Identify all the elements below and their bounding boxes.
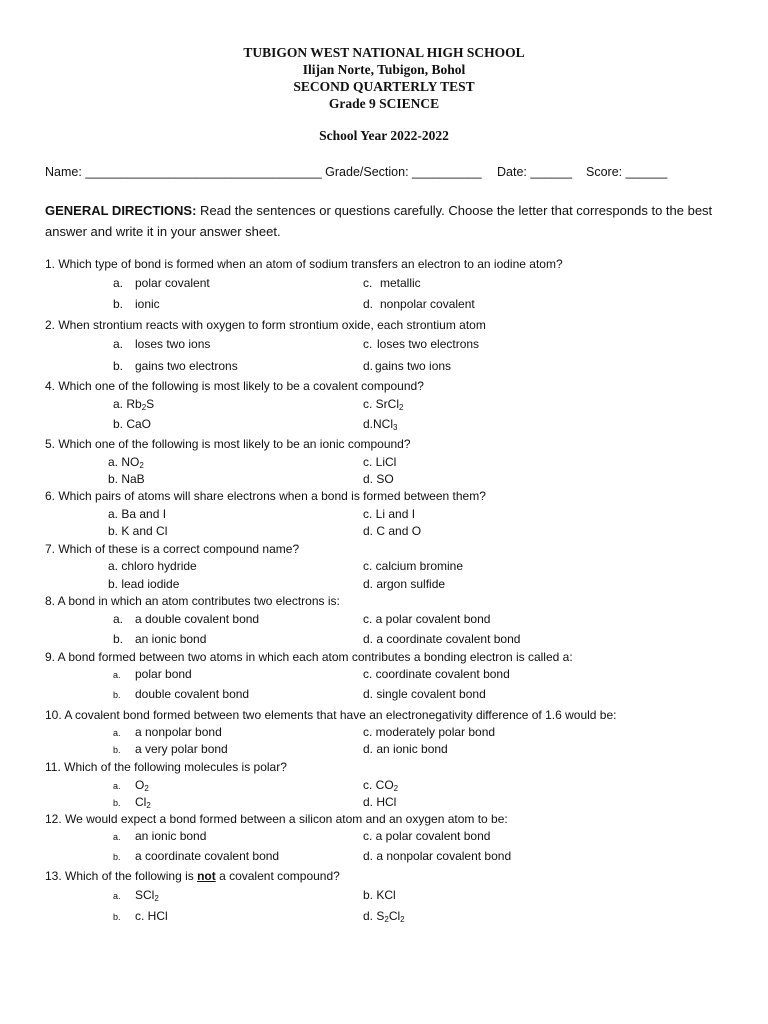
option-b[interactable]: b. KCl: [363, 888, 396, 902]
option-c[interactable]: c. metallic: [363, 276, 421, 290]
question-5: 5. Which one of the following is most likely to be an ionic compound?: [45, 437, 411, 451]
option-b[interactable]: b. an ionic bond: [113, 632, 207, 646]
grade-subject: Grade 9 SCIENCE: [328, 96, 440, 111]
directions-text: Read the sentences or questions carefully. Choose the letter that corresponds to the best answer and write it in your answer sheet.: [45, 203, 713, 239]
score-label: Score:: [586, 165, 623, 179]
option-d[interactable]: d. a coordinate covalent bond: [363, 632, 521, 646]
option-d[interactable]: d. a nonpolar covalent bond: [363, 849, 512, 863]
emphasis-not: not: [197, 869, 216, 883]
option-a[interactable]: a. Ba and I: [108, 507, 167, 521]
option-a[interactable]: a. a double covalent bond: [113, 612, 260, 626]
option-b[interactable]: b. $Cl_2$: [113, 795, 151, 810]
question-9: 9. A bond formed between two atoms in which each atom contributes a bonding electron is called a:: [45, 650, 573, 664]
student-info-row: [45, 165, 482, 179]
question-4: 4. Which one of the following is most likely to be a covalent compound?: [45, 379, 424, 393]
question-6: 6. Which pairs of atoms will share electrons when a bond is formed between them?: [45, 489, 486, 503]
directions-label: GENERAL DIRECTIONS:: [45, 203, 197, 218]
name-label: Name:: [45, 165, 82, 179]
option-c[interactable]: c. moderately polar bond: [363, 725, 496, 739]
option-c[interactable]: c. a polar covalent bond: [363, 829, 491, 843]
option-c[interactable]: c. a polar covalent bond: [363, 612, 491, 626]
option-c[interactable]: c. calcium bromine: [363, 559, 464, 573]
option-c[interactable]: c. $CO_2$: [363, 778, 399, 793]
question-10: 10. A covalent bond formed between two elements that have an electronegativity difference of 1.6 would be:: [45, 708, 617, 722]
name-field[interactable]: __________________________________: [85, 165, 322, 179]
option-b[interactable]: b. lead iodide: [108, 577, 180, 591]
date-score-row: [497, 165, 667, 179]
option-a[interactable]: a. $Rb_2S$: [113, 397, 155, 412]
question-8: 8. A bond in which an atom contributes two electrons is:: [45, 594, 340, 608]
option-b[interactable]: b. NaB: [108, 472, 145, 486]
option-a[interactable]: a. $NO_2$: [108, 455, 144, 470]
option-d[interactable]: d.NCl$_3$: [363, 417, 398, 432]
question-7: 7. Which of these is a correct compound name?: [45, 542, 300, 556]
date-field[interactable]: ______: [530, 165, 573, 179]
option-b[interactable]: b. ionic: [113, 297, 160, 311]
option-d[interactable]: d. an ionic bond: [363, 742, 448, 756]
option-d[interactable]: d. HCl: [363, 795, 397, 809]
option-b[interactable]: b. double covalent bond: [113, 687, 250, 701]
school-name: TUBIGON WEST NATIONAL HIGH SCHOOL: [243, 45, 525, 60]
option-c[interactable]: c. Li and I: [363, 507, 416, 521]
option-c[interactable]: c. loses two electrons: [363, 337, 480, 351]
option-d[interactable]: d. $S_2Cl_2$: [363, 909, 405, 924]
option-b[interactable]: b. gains two electrons: [113, 359, 238, 373]
option-b[interactable]: b. a coordinate covalent bond: [113, 849, 280, 863]
option-b[interactable]: b. a very polar bond: [113, 742, 228, 756]
test-title: SECOND QUARTERLY TEST: [293, 79, 475, 94]
option-d[interactable]: d. gains two ions: [363, 359, 452, 373]
score-field[interactable]: ______: [625, 165, 668, 179]
school-year: School Year 2022-2022: [319, 128, 449, 143]
grade-section-field[interactable]: __________: [412, 165, 482, 179]
option-d[interactable]: d. argon sulfide: [363, 577, 446, 591]
option-a[interactable]: a. a nonpolar bond: [113, 725, 222, 739]
option-c[interactable]: c. coordinate covalent bond: [363, 667, 510, 681]
option-a[interactable]: a. polar covalent: [113, 276, 210, 290]
option-a[interactable]: a. chloro hydride: [108, 559, 197, 573]
option-d[interactable]: d. single covalent bond: [363, 687, 486, 701]
grade-section-label: Grade/Section:: [325, 165, 409, 179]
question-2: 2. When strontium reacts with oxygen to form strontium oxide, each strontium atom: [45, 318, 486, 332]
school-address: Ilijan Norte, Tubigon, Bohol: [302, 62, 466, 77]
option-b[interactable]: b. K and Cl: [108, 524, 168, 538]
option-d[interactable]: d. SO: [363, 472, 394, 486]
question-11: 11. Which of the following molecules is polar?: [45, 760, 287, 774]
option-a[interactable]: a. loses two ions: [113, 337, 211, 351]
option-a[interactable]: a. an ionic bond: [113, 829, 207, 843]
option-d[interactable]: d. C and O: [363, 524, 422, 538]
option-a[interactable]: a. polar bond: [113, 667, 192, 681]
option-c[interactable]: c. LiCl: [363, 455, 397, 469]
date-label: Date:: [497, 165, 527, 179]
option-d[interactable]: d. nonpolar covalent: [363, 297, 475, 311]
option-a[interactable]: a. SCl$_2$: [113, 888, 159, 903]
general-directions: [45, 200, 717, 242]
question-13: 13. Which of the following is not a covalent compound?: [45, 869, 340, 883]
option-c[interactable]: b. c. HCl: [113, 909, 168, 923]
option-b[interactable]: b. CaO: [113, 417, 152, 431]
option-c[interactable]: c. SrCl$_2$: [363, 397, 404, 412]
option-a[interactable]: a. $O_2$: [113, 778, 149, 793]
question-1: 1. Which type of bond is formed when an atom of sodium transfers an electron to an iodine atom?: [45, 257, 563, 271]
question-12: 12. We would expect a bond formed between a silicon atom and an oxygen atom to be:: [45, 812, 508, 826]
